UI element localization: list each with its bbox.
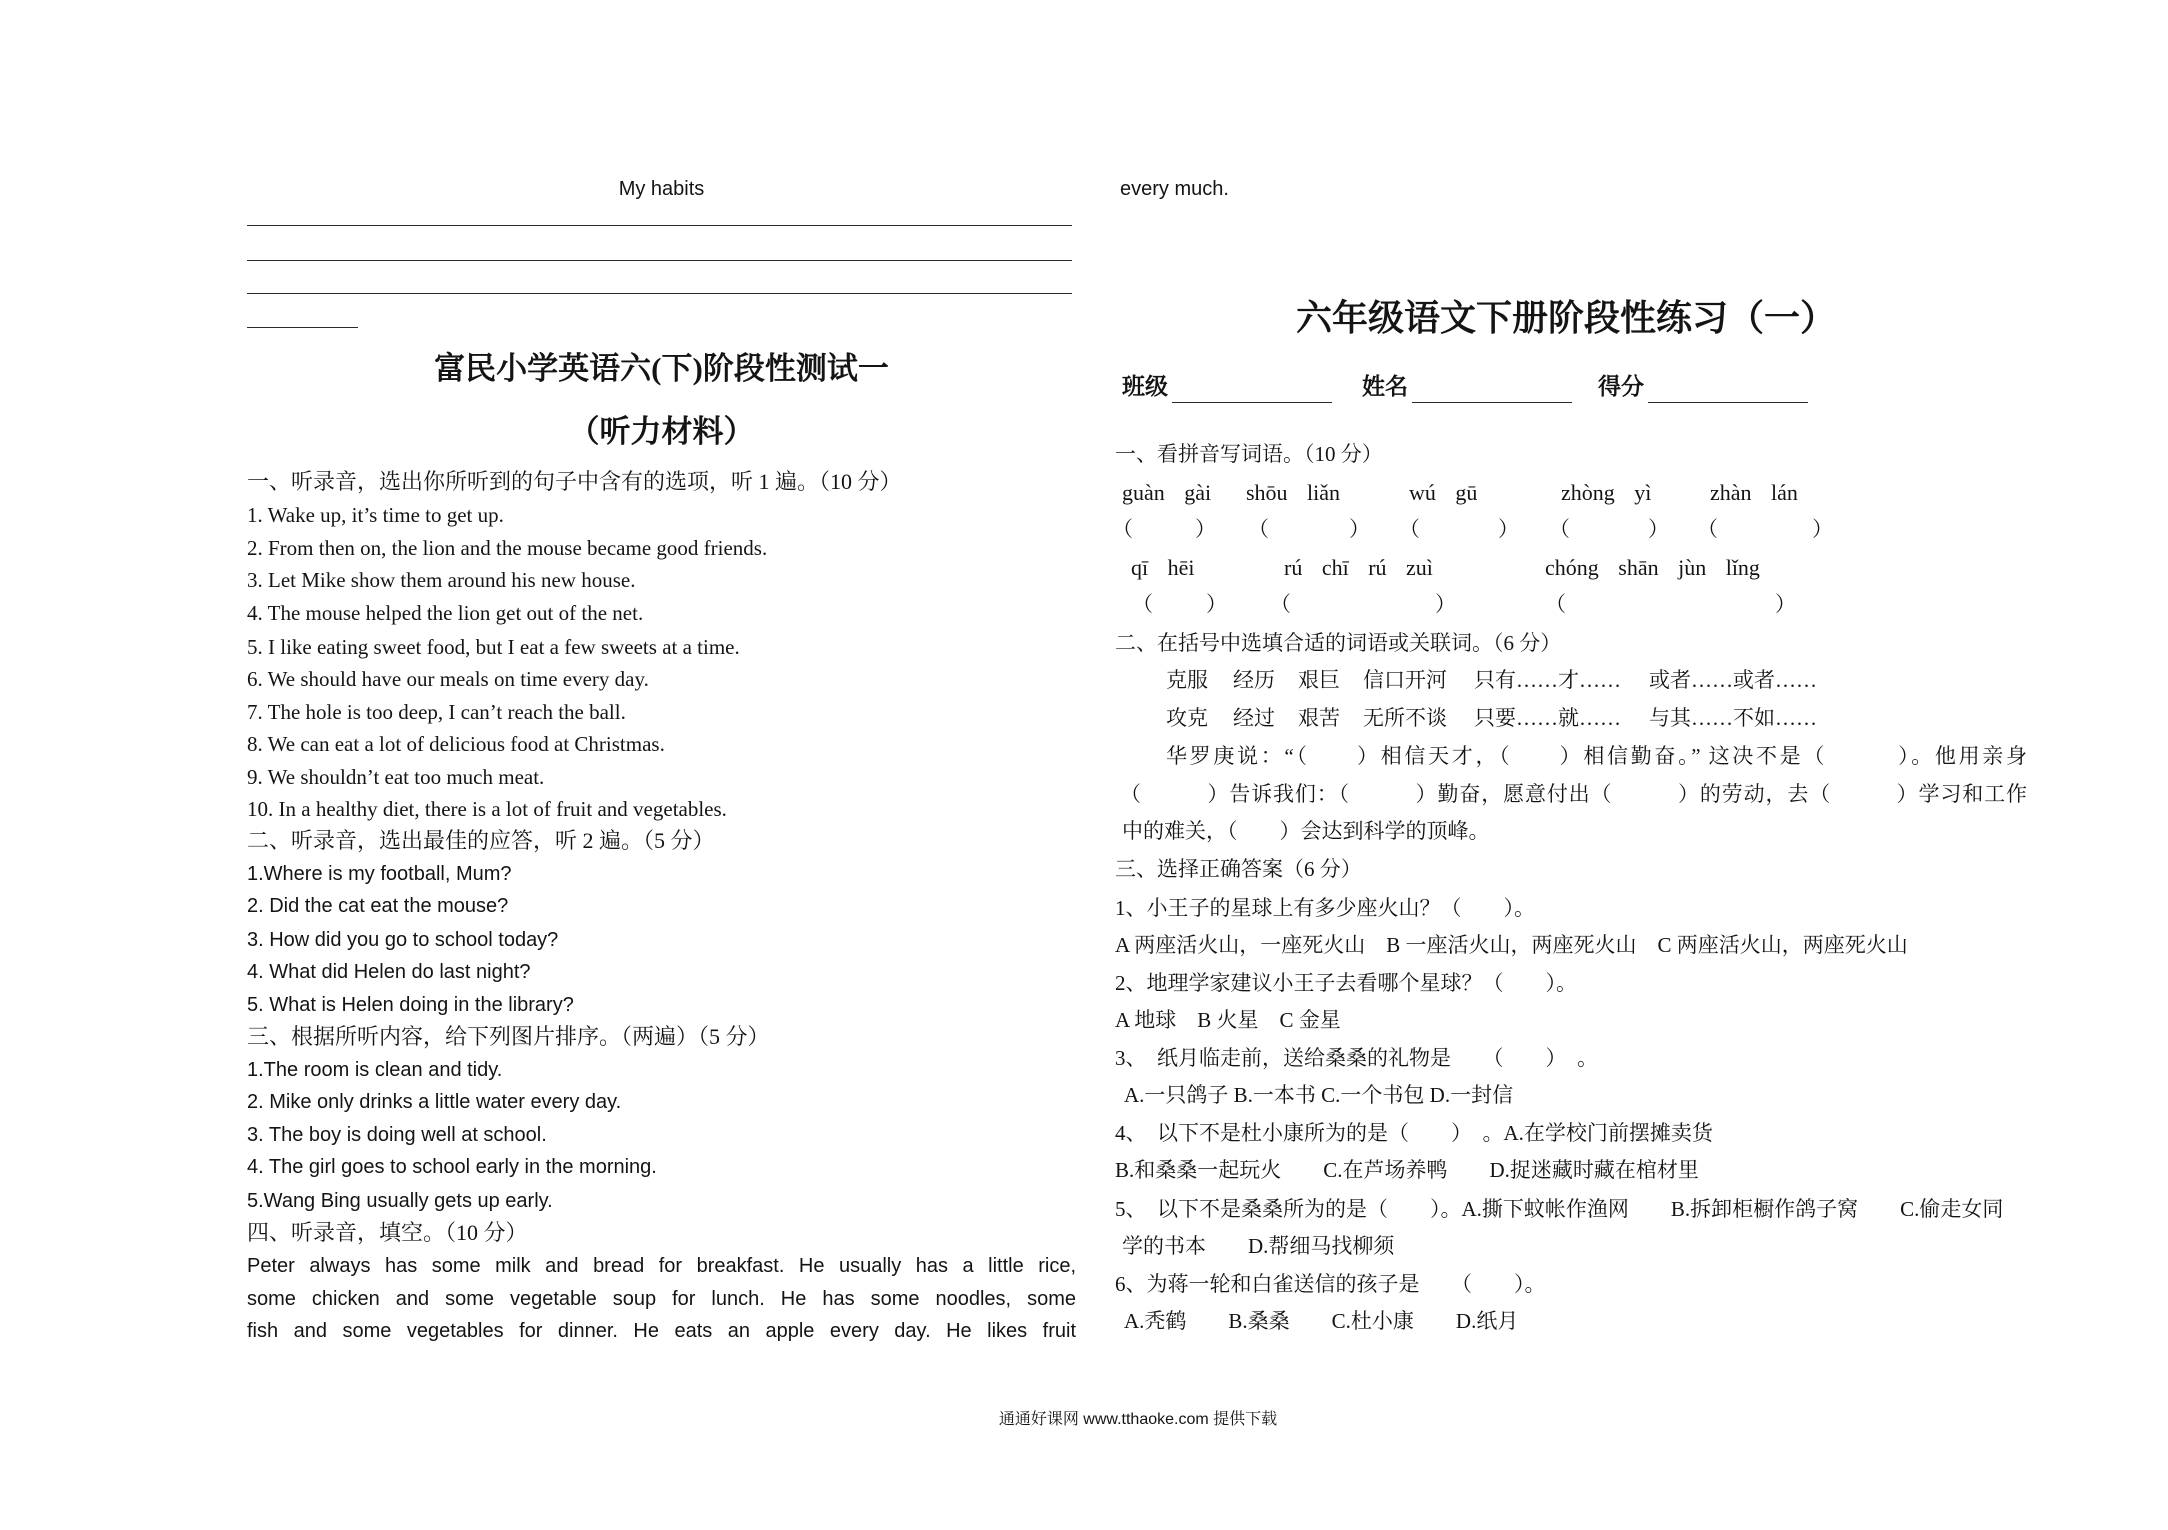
paren-open: （ — [1112, 517, 1133, 541]
section-heading: 三、根据所听内容，给下列图片排序。（两遍）（5 分） — [247, 1024, 770, 1049]
passage-line: 华罗庚说：“（ ）相信天才，（ ）相信勤奋。” 这决不是（ ）。他用亲身 — [1166, 744, 2027, 768]
word-bank-item: 只有……才…… — [1474, 668, 1621, 692]
paren-open: （ — [1399, 517, 1420, 541]
word-bank-item: 艰苦 — [1298, 706, 1340, 730]
name-label: 姓名 — [1362, 374, 1408, 399]
answer-blank — [1248, 513, 1370, 545]
class-label: 班级 — [1122, 374, 1168, 399]
word-bank-item: 只要……就…… — [1474, 706, 1621, 730]
pinyin-word: zhàn lán — [1710, 480, 1798, 505]
section-heading: 一、看拼音写词语。（10 分） — [1115, 442, 1383, 466]
list-item: 3. Let Mike show them around his new house. — [247, 568, 636, 592]
options-line: A 两座活火山，一座死火山 B 一座活火山，两座死火山 C 两座活火山，两座死火山 — [1115, 933, 1908, 957]
answer-blank — [1270, 588, 1456, 620]
list-item: 3. The boy is doing well at school. — [247, 1124, 547, 1146]
score-field — [1598, 371, 1808, 403]
list-item: 1.The room is clean and tidy. — [247, 1059, 503, 1081]
list-item: 4. The mouse helped the lion get out of the net. — [247, 601, 644, 625]
list-item: 9. We shouldn’t eat too much meat. — [247, 765, 545, 789]
paren-close: ） — [1349, 517, 1370, 541]
list-item: 8. We can eat a lot of delicious food at Christmas. — [247, 732, 665, 756]
paren-close: ） — [1206, 592, 1227, 616]
page-subtitle: （听力材料） — [568, 414, 755, 449]
writing-line — [247, 225, 1072, 226]
list-item: 5.Wang Bing usually gets up early. — [247, 1190, 553, 1212]
question-line: 1、小王子的星球上有多少座火山？（ ）。 — [1115, 896, 1535, 920]
paren-close: ） — [1648, 517, 1669, 541]
paren-close: ） — [1812, 517, 1833, 541]
pinyin-word: qī hēi — [1131, 555, 1195, 580]
list-item: 7. The hole is too deep, I can’t reach the ball. — [247, 700, 626, 724]
paren-close: ） — [1435, 592, 1456, 616]
pinyin-word: shōu liǎn — [1246, 480, 1341, 505]
score-label: 得分 — [1598, 374, 1644, 399]
list-item: 4. The girl goes to school early in the morning. — [247, 1156, 657, 1178]
passage-line: Peter always has some milk and bread for breakfast. He usually has a little rice, — [247, 1255, 1076, 1277]
paren-open: （ — [1270, 592, 1291, 616]
word-bank-item: 经过 — [1233, 706, 1275, 730]
question-line: 2、地理学家建议小王子去看哪个星球？（ ）。 — [1115, 971, 1577, 995]
writing-line — [247, 293, 1072, 294]
paren-open: （ — [1697, 517, 1718, 541]
question-line: 5、 以下不是桑桑所为的是（ ）。A.撕下蚊帐作渔网 B.拆卸柜橱作鸽子窝 C.偷走女同 — [1115, 1197, 2004, 1221]
answer-blank — [1112, 513, 1216, 545]
answer-blank — [1399, 513, 1519, 545]
list-item: 2. Mike only drinks a little water every day. — [247, 1091, 622, 1113]
answer-blank — [1697, 513, 1833, 545]
name-blank-line — [1412, 378, 1572, 403]
word-bank-item: 艰巨 — [1298, 668, 1340, 692]
options-line: A 地球 B 火星 C 金星 — [1115, 1008, 1341, 1032]
word-bank-item: 或者……或者…… — [1649, 668, 1817, 692]
list-item: 5. What is Helen doing in the library? — [247, 994, 574, 1016]
paren-close: ） — [1195, 517, 1216, 541]
writing-line — [247, 260, 1072, 261]
section-heading: 一、听录音，选出你所听到的句子中含有的选项，听 1 遍。（10 分） — [247, 469, 902, 494]
passage-line: （ ）告诉我们：（ ）勤奋，愿意付出（ ）的劳动，去（ ）学习和工作 — [1120, 782, 2027, 806]
word-bank-item: 攻克 — [1166, 706, 1208, 730]
list-item: 4. What did Helen do last night? — [247, 961, 531, 983]
options-line: A.一只鸽子 B.一本书 C.一个书包 D.一封信 — [1124, 1083, 1514, 1107]
question-line: 4、 以下不是杜小康所为的是（ ） 。A.在学校门前摆摊卖货 — [1115, 1121, 1713, 1145]
paren-open: （ — [1132, 592, 1153, 616]
page-title: 六年级语文下册阶段性练习（一） — [1295, 298, 1836, 338]
word-bank-item: 与其……不如…… — [1649, 706, 1817, 730]
page-title: 富民小学英语六(下)阶段性测试一 — [434, 351, 889, 386]
passage-line: fish and some vegetables for dinner. He eats an apple every day. He likes fruit — [247, 1320, 1076, 1342]
passage-continuation: every much. — [1120, 178, 1229, 200]
pinyin-word: zhòng yì — [1561, 480, 1652, 505]
paren-open: （ — [1545, 592, 1566, 616]
section-heading: 三、选择正确答案（6 分） — [1115, 857, 1362, 881]
word-bank-item: 信口开河 — [1363, 668, 1447, 692]
list-item: 5. I like eating sweet food, but I eat a few sweets at a time. — [247, 635, 740, 659]
list-item: 6. We should have our meals on time every day. — [247, 667, 649, 691]
paren-open: （ — [1549, 517, 1570, 541]
name-field — [1362, 371, 1572, 403]
word-bank-item: 克服 — [1166, 668, 1208, 692]
question-line: 3、 纸月临走前，送给桑桑的礼物是 （ ） 。 — [1115, 1046, 1598, 1070]
writing-line — [247, 327, 358, 328]
list-item: 1.Where is my football, Mum? — [247, 863, 512, 885]
section-heading: 二、在括号中选填合适的词语或关联词。（6 分） — [1115, 631, 1562, 655]
options-line: B.和桑桑一起玩火 C.在芦场养鸭 D.捉迷藏时藏在棺材里 — [1115, 1158, 1699, 1182]
passage-line: some chicken and some vegetable soup for lunch. He has some noodles, some — [247, 1288, 1076, 1310]
essay-title: My habits — [618, 178, 705, 200]
paren-open: （ — [1248, 517, 1269, 541]
pinyin-word: wú gū — [1409, 480, 1478, 505]
class-blank-line — [1172, 378, 1332, 403]
question-line: 6、为蒋一轮和白雀送信的孩子是 （ ）。 — [1115, 1272, 1546, 1296]
score-blank-line — [1648, 378, 1808, 403]
options-line: 学的书本 D.帮细马找柳须 — [1122, 1234, 1395, 1258]
section-heading: 二、听录音，选出最佳的应答，听 2 遍。（5 分） — [247, 828, 715, 853]
list-item: 2. From then on, the lion and the mouse became good friends. — [247, 536, 768, 560]
pinyin-word: rú chī rú zuì — [1284, 555, 1433, 580]
passage-line: 中的难关，（ ）会达到科学的顶峰。 — [1122, 819, 1490, 843]
class-field — [1122, 371, 1332, 403]
list-item: 1. Wake up, it’s time to get up. — [247, 503, 504, 527]
answer-blank — [1545, 588, 1796, 620]
pinyin-word: guàn gài — [1122, 480, 1212, 505]
pinyin-word: chóng shān jùn lǐng — [1545, 555, 1760, 580]
word-bank-item: 无所不谈 — [1363, 706, 1447, 730]
answer-blank — [1132, 588, 1227, 620]
list-item: 10. In a healthy diet, there is a lot of fruit and vegetables. — [247, 797, 727, 821]
list-item: 3. How did you go to school today? — [247, 929, 559, 951]
paren-close: ） — [1775, 592, 1796, 616]
word-bank-item: 经历 — [1233, 668, 1275, 692]
section-heading: 四、听录音，填空。（10 分） — [247, 1220, 528, 1245]
list-item: 2. Did the cat eat the mouse? — [247, 895, 509, 917]
options-line: A.秃鹤 B.桑桑 C.杜小康 D.纸月 — [1124, 1309, 1519, 1333]
paren-close: ） — [1498, 517, 1519, 541]
page-footer: 通通好课网 www.tthaoke.com 提供下载 — [998, 1411, 1278, 1428]
answer-blank — [1549, 513, 1669, 545]
